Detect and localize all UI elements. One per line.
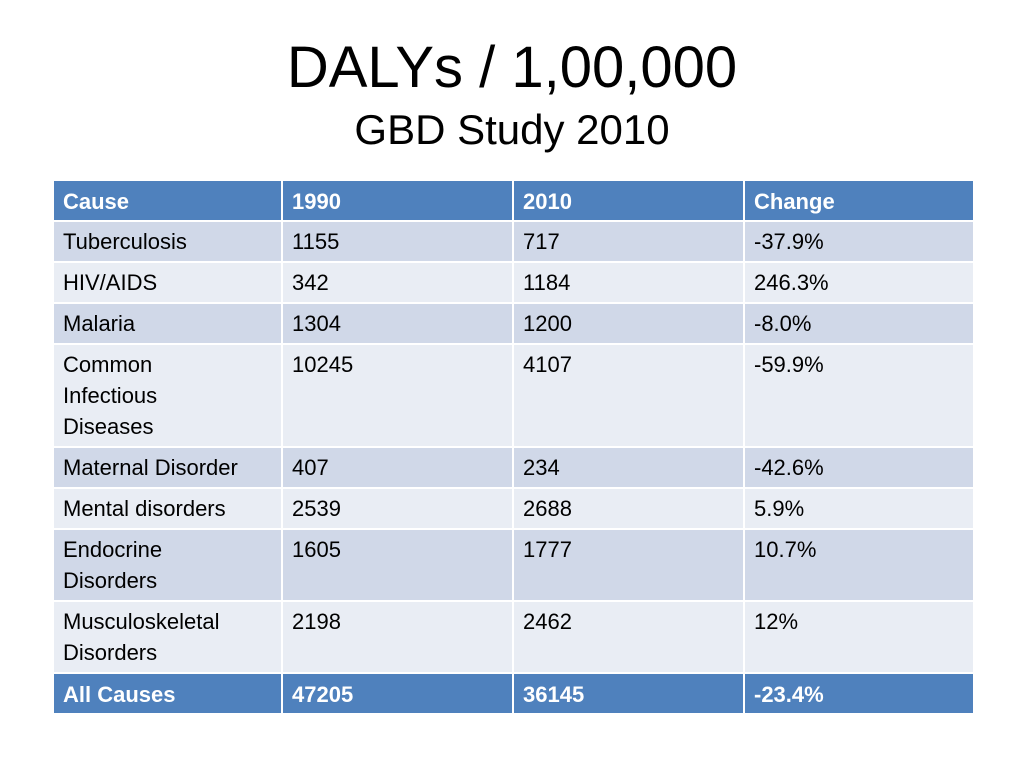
cause-cell: Maternal Disorder [53, 447, 282, 488]
value-2010-cell: 2462 [513, 601, 744, 673]
header-cell-cause: Cause [53, 180, 282, 221]
value-2010-cell: 4107 [513, 344, 744, 447]
value-1990-cell: 1304 [282, 303, 513, 344]
cause-cell: Common Infectious Diseases [53, 344, 282, 447]
change-cell: 5.9% [744, 488, 974, 529]
total-change-cell: -23.4% [744, 673, 974, 714]
cause-cell: Endocrine Disorders [53, 529, 282, 601]
table-row [53, 488, 974, 529]
total-cause-cell: All Causes [53, 673, 282, 714]
change-cell: 12% [744, 601, 974, 673]
value-1990-cell: 2539 [282, 488, 513, 529]
table-header-row [53, 180, 974, 221]
header-cell-change: Change [744, 180, 974, 221]
table-row [53, 344, 974, 447]
value-1990-cell: 10245 [282, 344, 513, 447]
title-block [0, 30, 1024, 154]
table-row [53, 303, 974, 344]
value-1990-cell: 407 [282, 447, 513, 488]
table-row [53, 447, 974, 488]
change-cell: 10.7% [744, 529, 974, 601]
change-cell: -37.9% [744, 221, 974, 262]
value-2010-cell: 2688 [513, 488, 744, 529]
cause-cell: Tuberculosis [53, 221, 282, 262]
table-row [53, 529, 974, 601]
value-1990-cell: 1605 [282, 529, 513, 601]
cause-cell: Mental disorders [53, 488, 282, 529]
value-1990-cell: 1155 [282, 221, 513, 262]
cause-cell: Malaria [53, 303, 282, 344]
slide-title: DALYs / 1,00,000 [286, 35, 738, 100]
change-cell: 246.3% [744, 262, 974, 303]
daly-table [52, 179, 975, 715]
value-2010-cell: 1200 [513, 303, 744, 344]
total-2010-cell: 36145 [513, 673, 744, 714]
value-2010-cell: 234 [513, 447, 744, 488]
change-cell: -8.0% [744, 303, 974, 344]
slide-subtitle: GBD Study 2010 [354, 106, 670, 153]
value-2010-cell: 1184 [513, 262, 744, 303]
value-1990-cell: 342 [282, 262, 513, 303]
table-row [53, 262, 974, 303]
table-row [53, 221, 974, 262]
value-2010-cell: 717 [513, 221, 744, 262]
table-row [53, 601, 974, 673]
value-2010-cell: 1777 [513, 529, 744, 601]
cause-cell: HIV/AIDS [53, 262, 282, 303]
change-cell: -59.9% [744, 344, 974, 447]
header-cell-1990: 1990 [282, 180, 513, 221]
change-cell: -42.6% [744, 447, 974, 488]
header-cell-2010: 2010 [513, 180, 744, 221]
cause-cell: Musculoskeletal Disorders [53, 601, 282, 673]
total-1990-cell: 47205 [282, 673, 513, 714]
value-1990-cell: 2198 [282, 601, 513, 673]
table-total-row [53, 673, 974, 714]
